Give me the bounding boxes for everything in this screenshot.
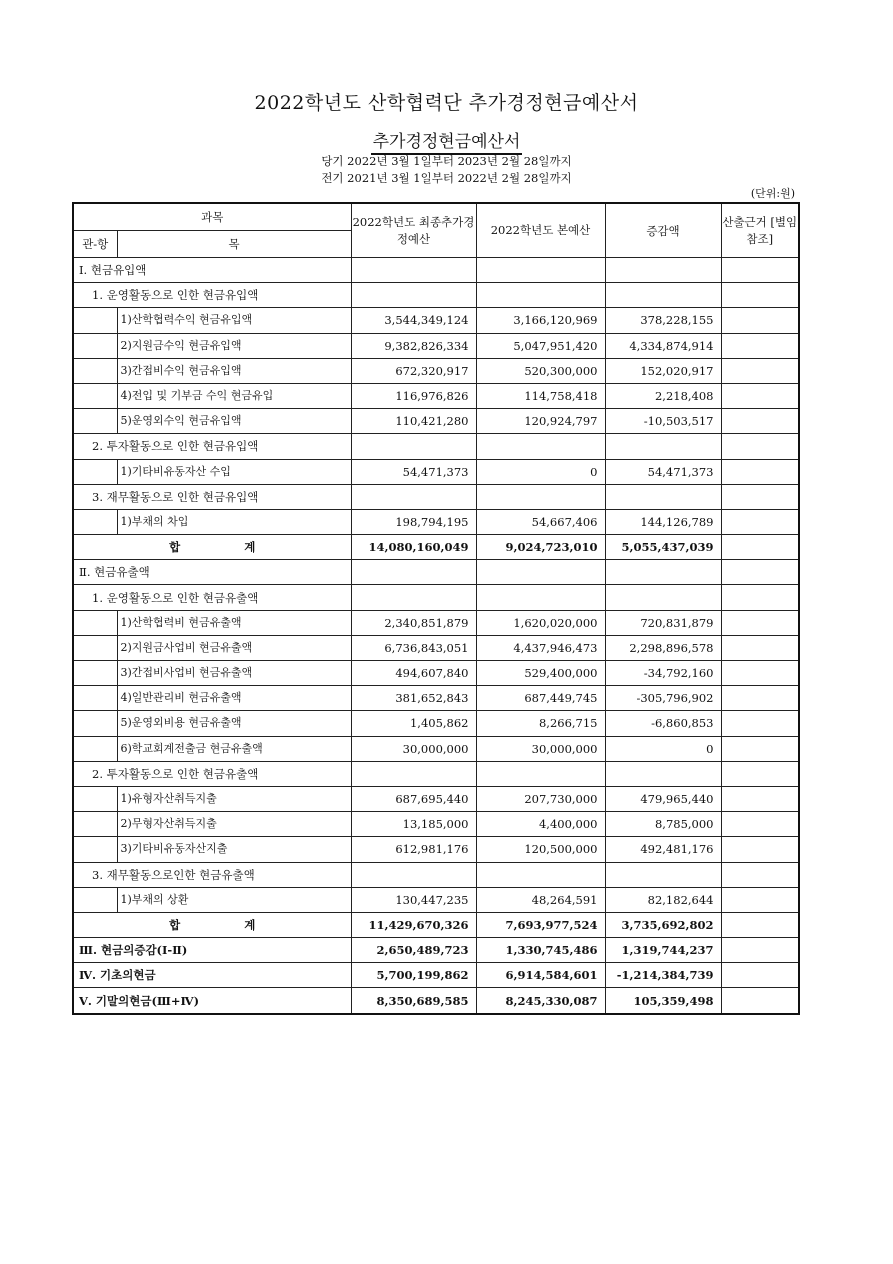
difference-value <box>605 258 721 283</box>
subsection-label: 1. 운영활동으로 인한 현금유출액 <box>73 585 351 610</box>
difference-value <box>605 585 721 610</box>
final-budget-value: 687,695,440 <box>351 786 476 811</box>
difference-value: -10,503,517 <box>605 409 721 434</box>
summary-label: Ⅲ. 현금의증감(Ⅰ-Ⅱ) <box>73 938 351 963</box>
table-row <box>73 383 799 408</box>
indent-cell <box>73 837 117 862</box>
table-row <box>73 459 799 484</box>
subsection-label: 2. 투자활동으로 인한 현금유입액 <box>73 434 351 459</box>
table-row <box>73 963 799 988</box>
header-basis: 산출근거 [별임참조] <box>721 203 799 258</box>
table-row <box>73 761 799 786</box>
subsection-label: 1. 운영활동으로 인한 현금유입액 <box>73 283 351 308</box>
table-row <box>73 358 799 383</box>
indent-cell <box>73 333 117 358</box>
budget-table <box>72 202 800 1015</box>
indent-cell <box>73 635 117 660</box>
difference-value <box>605 862 721 887</box>
item-label: 3)간접비수익 현금유입액 <box>117 358 351 383</box>
final-budget-value <box>351 258 476 283</box>
section-label: Ⅱ. 현금유출액 <box>73 560 351 585</box>
final-budget-value: 198,794,195 <box>351 509 476 534</box>
table-row <box>73 837 799 862</box>
period-prior: 전기 2021년 3월 1일부터 2022년 2월 28일까지 <box>321 171 572 185</box>
final-budget-value: 14,080,160,049 <box>351 535 476 560</box>
base-budget-value <box>476 761 605 786</box>
base-budget-value <box>476 258 605 283</box>
base-budget-value <box>476 283 605 308</box>
table-row <box>73 610 799 635</box>
basis-cell <box>721 560 799 585</box>
total-label: 합 계 <box>73 535 351 560</box>
final-budget-value <box>351 283 476 308</box>
indent-cell <box>73 459 117 484</box>
table-row <box>73 887 799 912</box>
difference-value: 5,055,437,039 <box>605 535 721 560</box>
basis-cell <box>721 988 799 1014</box>
table-row <box>73 258 799 283</box>
final-budget-value: 5,700,199,862 <box>351 963 476 988</box>
basis-cell <box>721 786 799 811</box>
indent-cell <box>73 383 117 408</box>
final-budget-value <box>351 560 476 585</box>
indent-cell <box>73 509 117 534</box>
difference-value: 105,359,498 <box>605 988 721 1014</box>
basis-cell <box>721 258 799 283</box>
total-label: 합 계 <box>73 912 351 937</box>
final-budget-value: 381,652,843 <box>351 686 476 711</box>
basis-cell <box>721 459 799 484</box>
final-budget-value <box>351 434 476 459</box>
base-budget-value: 6,914,584,601 <box>476 963 605 988</box>
base-budget-value: 3,166,120,969 <box>476 308 605 333</box>
difference-value: -34,792,160 <box>605 661 721 686</box>
table-row <box>73 409 799 434</box>
base-budget-value: 54,667,406 <box>476 509 605 534</box>
indent-cell <box>73 661 117 686</box>
difference-value: 1,319,744,237 <box>605 938 721 963</box>
final-budget-value: 494,607,840 <box>351 661 476 686</box>
item-label: 1)기타비유동자산 수입 <box>117 459 351 484</box>
base-budget-value <box>476 434 605 459</box>
table-row <box>73 585 799 610</box>
base-budget-value <box>476 484 605 509</box>
final-budget-value: 116,976,826 <box>351 383 476 408</box>
final-budget-value: 612,981,176 <box>351 837 476 862</box>
base-budget-value <box>476 560 605 585</box>
indent-cell <box>73 409 117 434</box>
table-row <box>73 988 799 1014</box>
difference-value: -1,214,384,739 <box>605 963 721 988</box>
header-gwan-hang: 관-항 <box>73 231 117 258</box>
header-difference: 증감액 <box>605 203 721 258</box>
item-label: 4)일반관리비 현금유출액 <box>117 686 351 711</box>
table-row <box>73 308 799 333</box>
item-label: 1)유형자산취득지출 <box>117 786 351 811</box>
basis-cell <box>721 661 799 686</box>
difference-value: 152,020,917 <box>605 358 721 383</box>
summary-label: Ⅳ. 기초의현금 <box>73 963 351 988</box>
difference-value: -6,860,853 <box>605 711 721 736</box>
subsection-label: 2. 투자활동으로 인한 현금유출액 <box>73 761 351 786</box>
difference-value <box>605 283 721 308</box>
final-budget-value: 672,320,917 <box>351 358 476 383</box>
item-label: 6)학교회계전출금 현금유출액 <box>117 736 351 761</box>
final-budget-value: 30,000,000 <box>351 736 476 761</box>
difference-value: 720,831,879 <box>605 610 721 635</box>
basis-cell <box>721 862 799 887</box>
basis-cell <box>721 686 799 711</box>
difference-value: 8,785,000 <box>605 812 721 837</box>
basis-cell <box>721 711 799 736</box>
period-current: 당기 2022년 3월 1일부터 2023년 2월 28일까지 <box>321 154 572 168</box>
table-row <box>73 786 799 811</box>
table-row <box>73 711 799 736</box>
base-budget-value: 5,047,951,420 <box>476 333 605 358</box>
basis-cell <box>721 610 799 635</box>
table-row <box>73 661 799 686</box>
final-budget-value: 3,544,349,124 <box>351 308 476 333</box>
difference-value <box>605 560 721 585</box>
base-budget-value: 120,924,797 <box>476 409 605 434</box>
difference-value: 2,218,408 <box>605 383 721 408</box>
document-subtitle <box>0 127 893 152</box>
header-mok: 목 <box>117 231 351 258</box>
table-row <box>73 736 799 761</box>
base-budget-value: 4,437,946,473 <box>476 635 605 660</box>
difference-value: 2,298,896,578 <box>605 635 721 660</box>
basis-cell <box>721 887 799 912</box>
subsection-label: 3. 재무활동으로인한 현금유출액 <box>73 862 351 887</box>
table-row <box>73 635 799 660</box>
basis-cell <box>721 283 799 308</box>
base-budget-value <box>476 585 605 610</box>
basis-cell <box>721 635 799 660</box>
base-budget-value: 8,266,715 <box>476 711 605 736</box>
difference-value: 492,481,176 <box>605 837 721 862</box>
item-label: 3)기타비유동자산지출 <box>117 837 351 862</box>
basis-cell <box>721 963 799 988</box>
basis-cell <box>721 585 799 610</box>
final-budget-value <box>351 761 476 786</box>
final-budget-value: 130,447,235 <box>351 887 476 912</box>
base-budget-value: 1,330,745,486 <box>476 938 605 963</box>
difference-value: -305,796,902 <box>605 686 721 711</box>
basis-cell <box>721 409 799 434</box>
table-row <box>73 812 799 837</box>
header-final-budget: 2022학년도 최종추가경정예산 <box>351 203 476 258</box>
indent-cell <box>73 308 117 333</box>
base-budget-value: 30,000,000 <box>476 736 605 761</box>
base-budget-value <box>476 862 605 887</box>
final-budget-value: 6,736,843,051 <box>351 635 476 660</box>
difference-value: 144,126,789 <box>605 509 721 534</box>
item-label: 5)운영외수익 현금유입액 <box>117 409 351 434</box>
final-budget-value: 8,350,689,585 <box>351 988 476 1014</box>
difference-value <box>605 484 721 509</box>
difference-value: 54,471,373 <box>605 459 721 484</box>
final-budget-value: 1,405,862 <box>351 711 476 736</box>
base-budget-value: 9,024,723,010 <box>476 535 605 560</box>
basis-cell <box>721 358 799 383</box>
difference-value: 0 <box>605 736 721 761</box>
item-label: 1)산학협력수익 현금유입액 <box>117 308 351 333</box>
table-row <box>73 434 799 459</box>
item-label: 2)지원금사업비 현금유출액 <box>117 635 351 660</box>
base-budget-value: 114,758,418 <box>476 383 605 408</box>
item-label: 2)무형자산취득지출 <box>117 812 351 837</box>
table-row <box>73 912 799 937</box>
basis-cell <box>721 761 799 786</box>
difference-value <box>605 761 721 786</box>
basis-cell <box>721 837 799 862</box>
item-label: 1)부채의 상환 <box>117 887 351 912</box>
final-budget-value: 110,421,280 <box>351 409 476 434</box>
base-budget-value: 207,730,000 <box>476 786 605 811</box>
final-budget-value: 54,471,373 <box>351 459 476 484</box>
table-row <box>73 283 799 308</box>
table-row <box>73 938 799 963</box>
final-budget-value <box>351 484 476 509</box>
base-budget-value: 48,264,591 <box>476 887 605 912</box>
indent-cell <box>73 686 117 711</box>
basis-cell <box>721 484 799 509</box>
indent-cell <box>73 610 117 635</box>
item-label: 1)산학협력비 현금유출액 <box>117 610 351 635</box>
indent-cell <box>73 358 117 383</box>
difference-value: 82,182,644 <box>605 887 721 912</box>
item-label: 5)운영외비용 현금유출액 <box>117 711 351 736</box>
basis-cell <box>721 812 799 837</box>
item-label: 4)전입 및 기부금 수익 현금유입 <box>117 383 351 408</box>
final-budget-value: 2,340,851,879 <box>351 610 476 635</box>
final-budget-value <box>351 585 476 610</box>
final-budget-value: 2,650,489,723 <box>351 938 476 963</box>
table-row <box>73 560 799 585</box>
header-base-budget: 2022학년도 본예산 <box>476 203 605 258</box>
item-label: 2)지원금수익 현금유입액 <box>117 333 351 358</box>
final-budget-value: 9,382,826,334 <box>351 333 476 358</box>
base-budget-value: 687,449,745 <box>476 686 605 711</box>
indent-cell <box>73 887 117 912</box>
table-row <box>73 333 799 358</box>
indent-cell <box>73 711 117 736</box>
subsection-label: 3. 재무활동으로 인한 현금유입액 <box>73 484 351 509</box>
base-budget-value: 7,693,977,524 <box>476 912 605 937</box>
difference-value: 4,334,874,914 <box>605 333 721 358</box>
table-row <box>73 509 799 534</box>
difference-value <box>605 434 721 459</box>
section-label: Ⅰ. 현금유입액 <box>73 258 351 283</box>
indent-cell <box>73 786 117 811</box>
table-row <box>73 862 799 887</box>
item-label: 3)간접비사업비 현금유출액 <box>117 661 351 686</box>
indent-cell <box>73 812 117 837</box>
basis-cell <box>721 535 799 560</box>
base-budget-value: 529,400,000 <box>476 661 605 686</box>
table-row <box>73 686 799 711</box>
basis-cell <box>721 509 799 534</box>
difference-value: 479,965,440 <box>605 786 721 811</box>
base-budget-value: 0 <box>476 459 605 484</box>
final-budget-value <box>351 862 476 887</box>
basis-cell <box>721 383 799 408</box>
document-title: 2022학년도 산학협력단 추가경정현금예산서 <box>254 92 639 114</box>
item-label: 1)부채의 차입 <box>117 509 351 534</box>
summary-label: Ⅴ. 기말의현금(Ⅲ+Ⅳ) <box>73 988 351 1014</box>
basis-cell <box>721 736 799 761</box>
base-budget-value: 120,500,000 <box>476 837 605 862</box>
basis-cell <box>721 308 799 333</box>
final-budget-value: 13,185,000 <box>351 812 476 837</box>
table-row <box>73 535 799 560</box>
basis-cell <box>721 912 799 937</box>
basis-cell <box>721 434 799 459</box>
unit-label: (단위:원) <box>750 187 795 200</box>
table-body <box>73 258 799 1014</box>
difference-value: 378,228,155 <box>605 308 721 333</box>
base-budget-value: 8,245,330,087 <box>476 988 605 1014</box>
difference-value: 3,735,692,802 <box>605 912 721 937</box>
subtitle-text: 추가경정현금예산서 <box>371 132 523 155</box>
basis-cell <box>721 938 799 963</box>
basis-cell <box>721 333 799 358</box>
header-subject: 과목 <box>73 203 351 231</box>
table-row <box>73 484 799 509</box>
base-budget-value: 520,300,000 <box>476 358 605 383</box>
base-budget-value: 1,620,020,000 <box>476 610 605 635</box>
indent-cell <box>73 736 117 761</box>
final-budget-value: 11,429,670,326 <box>351 912 476 937</box>
base-budget-value: 4,400,000 <box>476 812 605 837</box>
